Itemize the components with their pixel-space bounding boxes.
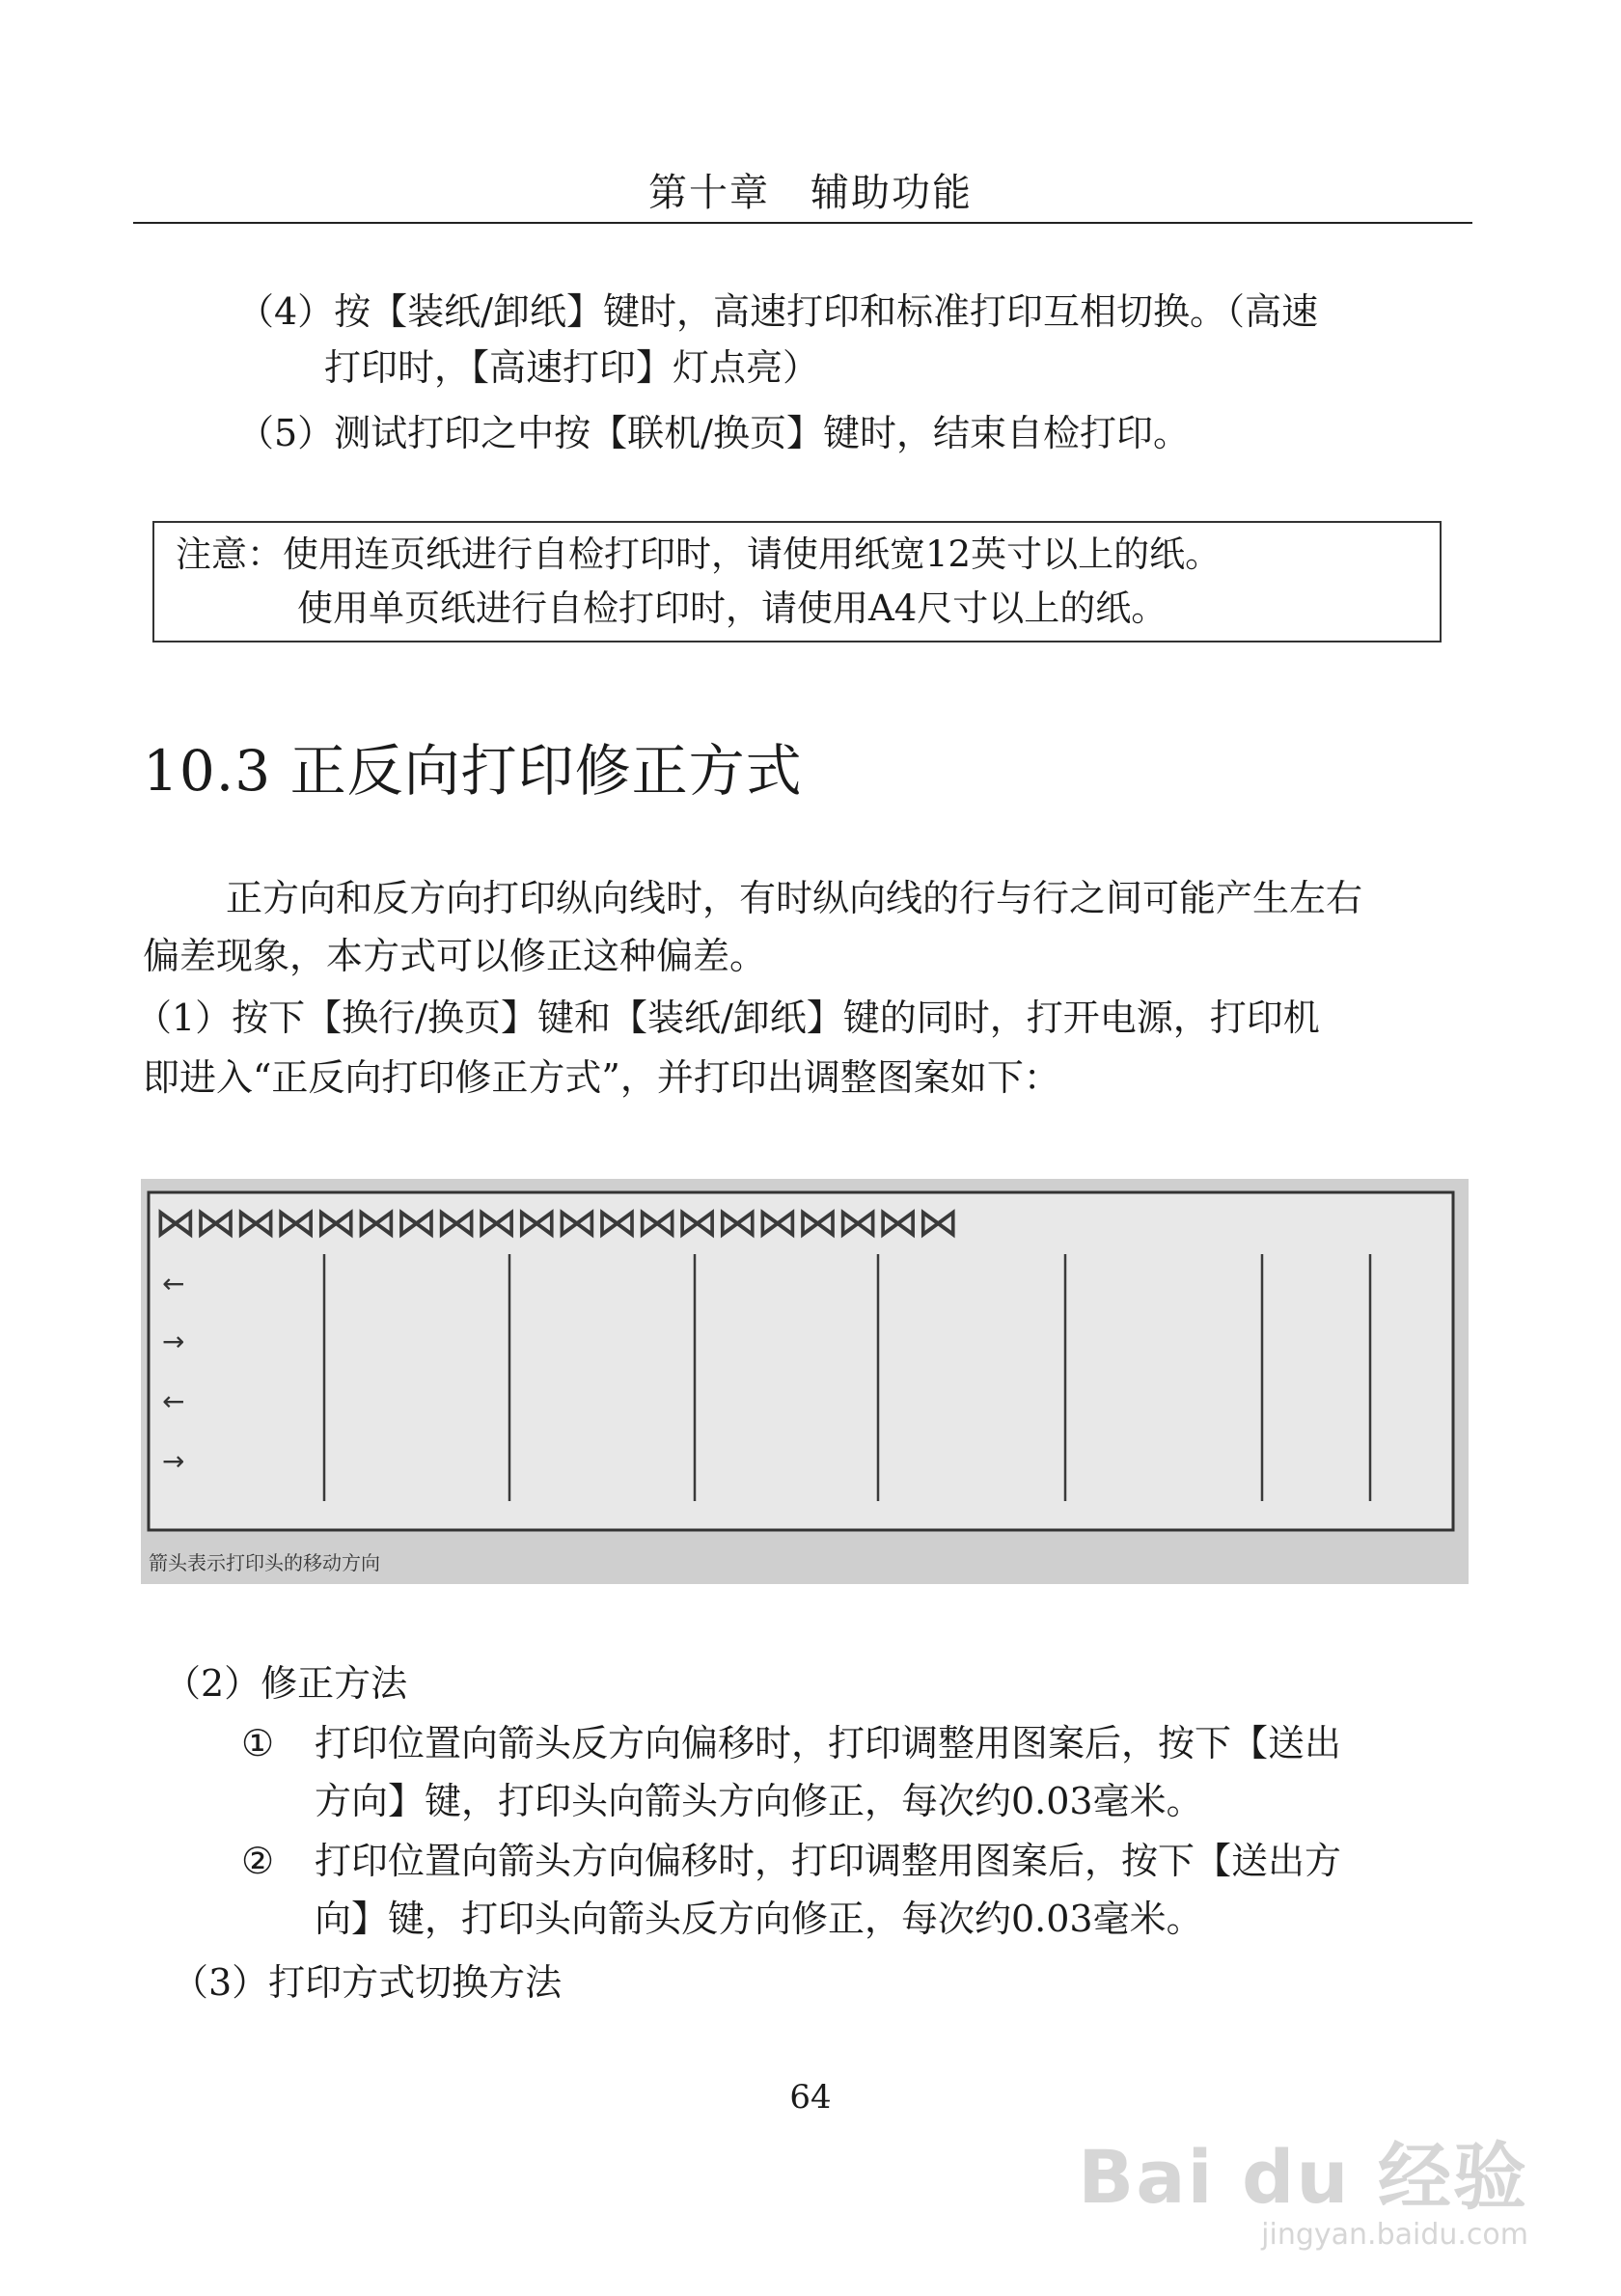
pattern-glyph: ⋈ bbox=[796, 1198, 839, 1247]
pattern-glyph: ⋈ bbox=[355, 1198, 398, 1247]
direction-arrow: ← bbox=[162, 1385, 185, 1417]
step-4-line-1: （4）按【装纸/卸纸】键时，高速打印和标准打印互相切换。（高速 bbox=[237, 290, 1318, 333]
step-2-item-2-line-2: 向】键，打印头向箭头反方向修正，每次约0.03毫米。 bbox=[315, 1898, 1203, 1940]
pattern-glyph: ⋈ bbox=[234, 1198, 278, 1247]
direction-arrow: → bbox=[162, 1326, 185, 1357]
pattern-glyph: ⋈ bbox=[716, 1198, 759, 1247]
step-3-title: （3）打印方式切换方法 bbox=[172, 1961, 563, 2004]
watermark-logo: Bai du 经验 bbox=[1078, 2134, 1528, 2220]
pattern-glyph: ⋈ bbox=[194, 1198, 237, 1247]
pattern-glyph: ⋈ bbox=[315, 1198, 358, 1247]
notice-line-1: 注意：使用连页纸进行自检打印时，请使用纸宽12英寸以上的纸。 bbox=[176, 533, 1222, 575]
pattern-glyph: ⋈ bbox=[475, 1198, 518, 1247]
baidu-jingyan-watermark bbox=[1078, 2118, 1528, 2252]
step-2-item-1-line-1: 打印位置向箭头反方向偏移时，打印调整用图案后，按下【送出 bbox=[315, 1722, 1342, 1764]
step-4-line-2: 打印时，【高速打印】灯点亮） bbox=[324, 346, 820, 389]
adjustment-pattern-figure bbox=[141, 1179, 1469, 1584]
running-header: 第十章 辅助功能 bbox=[648, 171, 973, 215]
pattern-glyph: ⋈ bbox=[837, 1198, 880, 1247]
watermark-url: jingyan.baidu.com bbox=[1261, 2218, 1528, 2252]
pattern-glyph: ⋈ bbox=[876, 1198, 920, 1247]
direction-arrow: ← bbox=[162, 1268, 185, 1299]
pattern-glyph: ⋈ bbox=[435, 1198, 479, 1247]
adjustment-pattern-image bbox=[141, 1179, 1469, 1584]
intro-line-1: 正方向和反方向打印纵向线时，有时纵向线的行与行之间可能产生左右 bbox=[226, 877, 1363, 919]
pattern-glyph: ⋈ bbox=[595, 1198, 639, 1247]
step-1-line-1: （1）按下【换行/换页】键和【装纸/卸纸】键的同时，打开电源，打印机 bbox=[135, 997, 1320, 1039]
intro-line-2: 偏差现象，本方式可以修正这种偏差。 bbox=[143, 935, 767, 977]
pattern-glyph: ⋈ bbox=[515, 1198, 559, 1247]
notice-line-2: 使用单页纸进行自检打印时，请使用A4尺寸以上的纸。 bbox=[297, 588, 1168, 629]
pattern-glyph: ⋈ bbox=[756, 1198, 799, 1247]
pattern-glyph: ⋈ bbox=[917, 1198, 960, 1247]
step-2-item-1-line-2: 方向】键，打印头向箭头方向修正，每次约0.03毫米。 bbox=[315, 1780, 1203, 1822]
step-5-line-1: （5）测试打印之中按【联机/换页】键时，结束自检打印。 bbox=[237, 412, 1190, 454]
section-title: 10.3 正反向打印修正方式 bbox=[143, 738, 803, 804]
direction-arrow: → bbox=[162, 1445, 185, 1477]
pattern-glyph: ⋈ bbox=[556, 1198, 598, 1247]
step-2-title: （2）修正方法 bbox=[164, 1662, 408, 1705]
pattern-glyph: ⋈ bbox=[636, 1198, 679, 1247]
pattern-glyph: ⋈ bbox=[154, 1198, 197, 1247]
step-1-line-2: 即进入“正反向打印修正方式”，并打印出调整图案如下： bbox=[143, 1056, 1060, 1099]
step-2-item-1-marker: ① bbox=[241, 1722, 275, 1764]
header-rule bbox=[133, 222, 1472, 224]
pattern-glyph: ⋈ bbox=[274, 1198, 317, 1247]
pattern-glyph: ⋈ bbox=[675, 1198, 719, 1247]
step-2-item-2-line-1: 打印位置向箭头方向偏移时，打印调整用图案后，按下【送出方 bbox=[315, 1840, 1342, 1882]
page-number: 64 bbox=[789, 2078, 832, 2117]
pattern-glyph: ⋈ bbox=[395, 1198, 438, 1247]
figure-caption: 箭头表示打印头的移动方向 bbox=[149, 1551, 380, 1574]
step-2-item-2-marker: ② bbox=[241, 1840, 275, 1882]
